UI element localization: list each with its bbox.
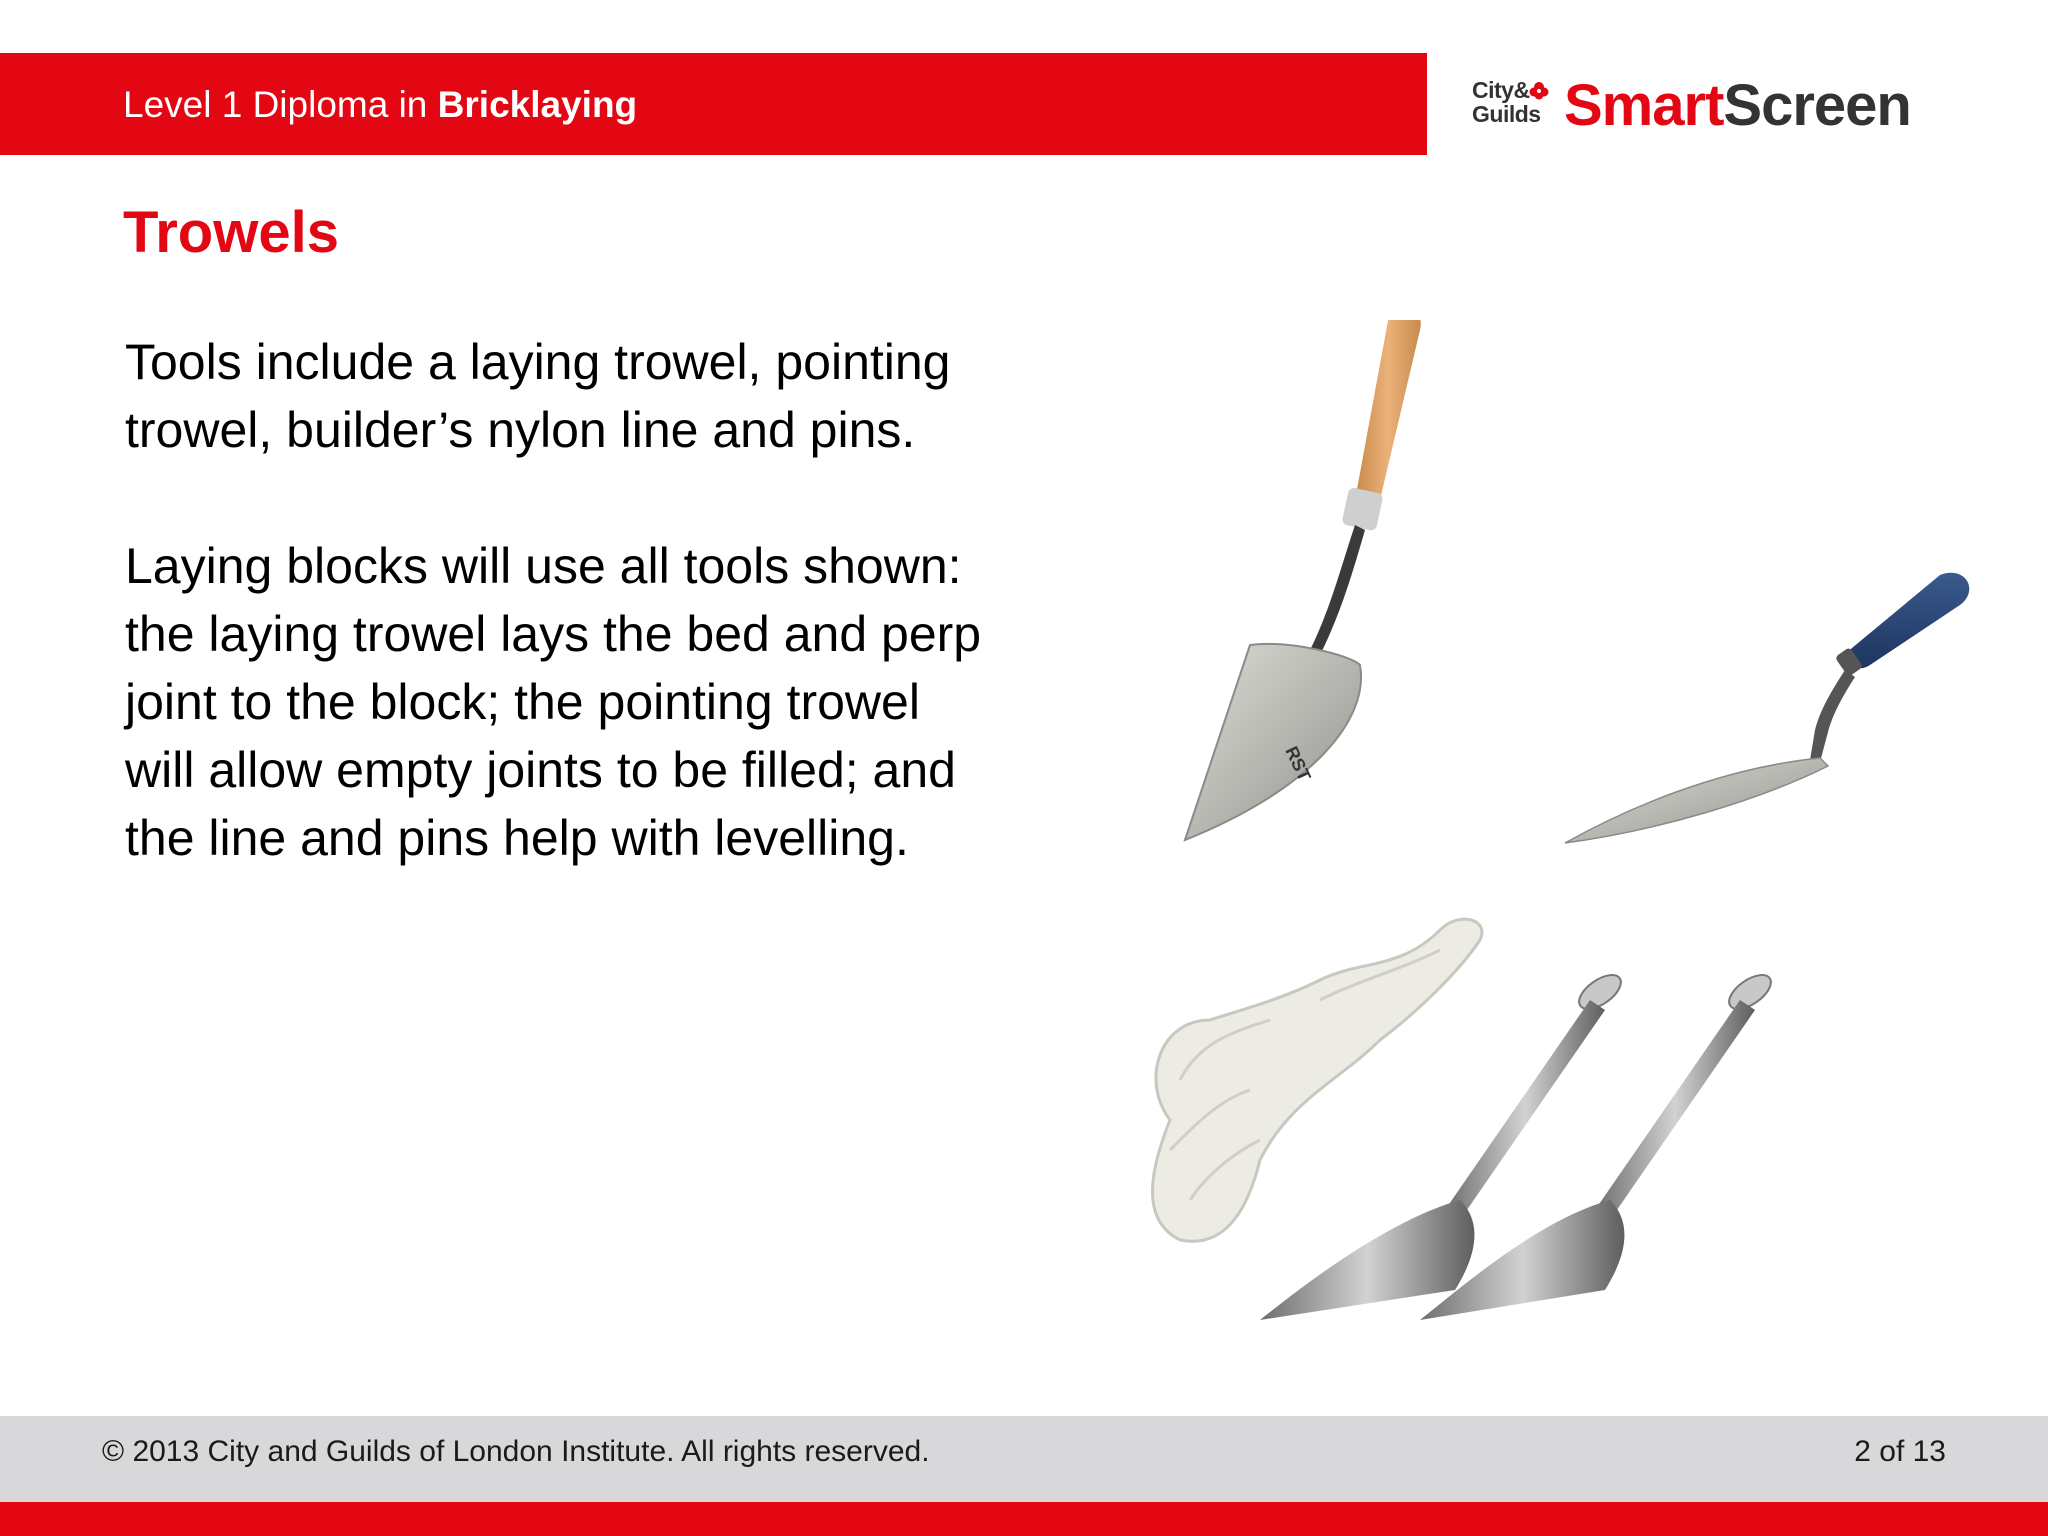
course-prefix: Level 1 Diploma in	[123, 84, 438, 125]
slide-body	[125, 328, 985, 872]
course-title	[123, 80, 637, 130]
brand-top: City&	[1472, 77, 1530, 103]
page-indicator: 2 of 13	[1854, 1435, 1946, 1468]
body-paragraph-1: Tools include a laying trowel, pointing trowel, builder’s nylon line and pins.	[125, 334, 951, 458]
smart-text: Smart	[1564, 73, 1724, 138]
course-subject: Bricklaying	[437, 84, 638, 125]
pointing-trowel	[1565, 573, 1969, 843]
smartscreen-wordmark	[1564, 74, 1911, 138]
body-paragraph-2: Laying blocks will use all tools shown: the laying trowel lays the bed and perp joint to the block; the pointing trowel will allow empty joints to be filled; and the line and pins help with levelling.	[125, 538, 982, 866]
line-pin-2	[1420, 968, 1777, 1320]
rose-icon	[1528, 80, 1550, 102]
city-guilds-smartscreen-logo	[1472, 74, 1932, 138]
copyright-notice: © 2013 City and Guilds of London Institute. All rights reserved.	[102, 1435, 930, 1468]
trowels-photo	[1060, 320, 2000, 1360]
bottom-accent-bar	[0, 1502, 2048, 1536]
laying-trowel	[1185, 320, 1421, 840]
slide-title: Trowels	[123, 200, 339, 265]
nylon-line	[1153, 919, 1482, 1241]
screen-text: Screen	[1723, 73, 1911, 138]
brand-bottom: Guilds	[1472, 101, 1541, 127]
svg-text:RST: RST	[1281, 743, 1315, 785]
